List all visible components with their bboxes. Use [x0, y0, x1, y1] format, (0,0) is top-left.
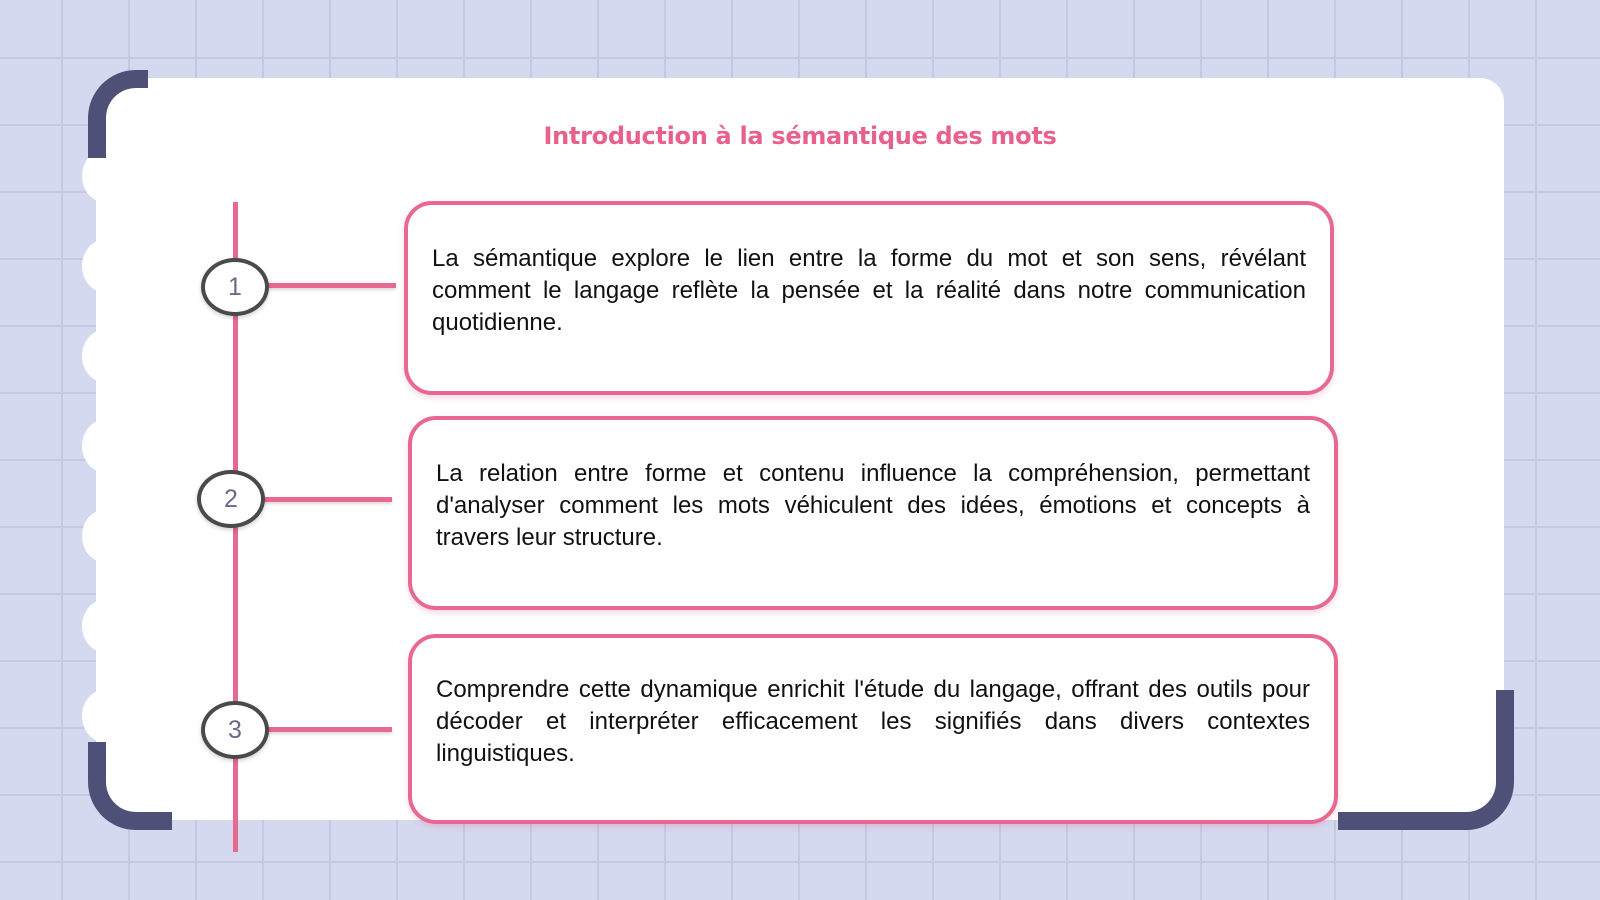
paper-scallop	[82, 420, 126, 472]
paper-scallop	[82, 330, 126, 382]
paper-scallop	[82, 690, 126, 742]
step-number-3: 3	[201, 701, 269, 759]
paper-scallop	[82, 600, 126, 652]
step-number-2: 2	[197, 470, 265, 528]
timeline-connector	[266, 283, 396, 288]
step-text-1: La sémantique explore le lien entre la forme du mot et son sens, révélant comment le langage reflète la pensée et la réalité dans notre communication quotidienne.	[432, 245, 1306, 336]
step-card-2	[408, 416, 1338, 610]
step-text-2: La relation entre forme et contenu influence la compréhension, permettant d'analyser comment les mots véhiculent des idées, émotions et concepts à travers leur structure.	[436, 460, 1310, 551]
paper-scallop	[82, 510, 126, 562]
step-text-3: Comprendre cette dynamique enrichit l'étude du langage, offrant des outils pour décoder et interpréter efficacement les signifiés dans divers contextes linguistiques.	[436, 676, 1310, 767]
step-card-3	[408, 634, 1338, 824]
step-number-1: 1	[201, 258, 269, 316]
slide-title: Introduction à la sémantique des mots	[543, 122, 1057, 150]
step-card-1	[404, 201, 1334, 395]
frame-corner-bottom-left	[88, 742, 172, 830]
frame-corner-bottom-right	[1338, 690, 1514, 830]
timeline-connector	[262, 497, 392, 502]
timeline-connector	[266, 727, 392, 732]
paper-scallop	[82, 240, 126, 292]
